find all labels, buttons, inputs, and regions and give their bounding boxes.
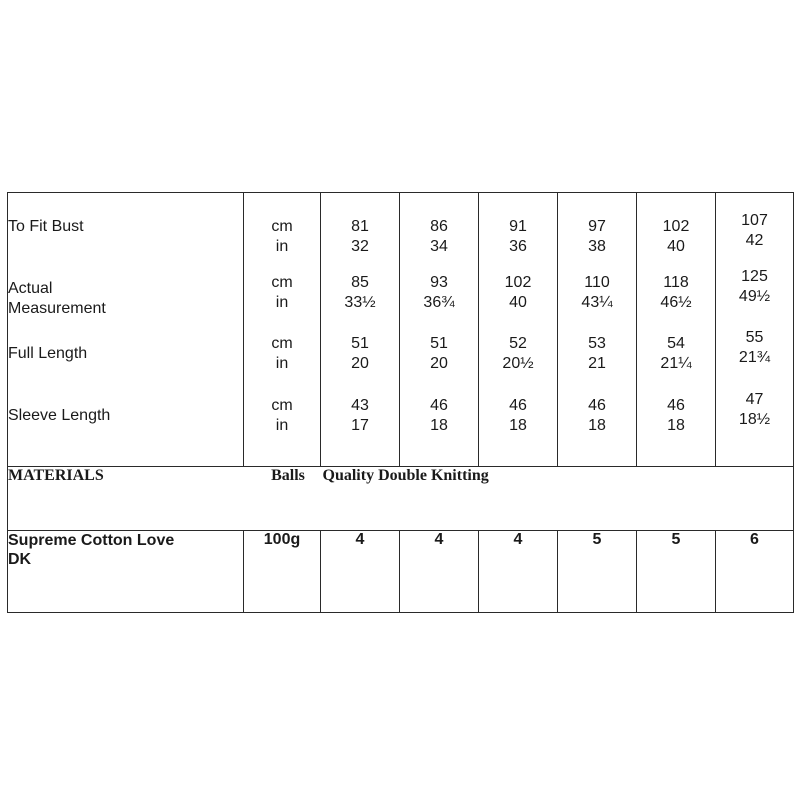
size-value-cell [321,193,400,258]
value-in: 36¾ [423,294,455,311]
measurement-row [8,257,794,319]
value-in: 36 [509,238,527,255]
value-in: 21 [588,355,606,372]
unit-label: in [275,417,289,434]
value-in: 20½ [502,355,534,372]
yarn-weight: 100g [244,530,321,612]
measurement-row [8,193,794,258]
measurement-label-line: Sleeve Length [8,407,111,424]
materials-title: MATERIALS [8,466,244,530]
size-value-cell [637,257,716,319]
ball-count: 5 [558,530,637,612]
ball-count: 4 [321,530,400,612]
value-cm: 47 [745,391,764,408]
value-cm: 107 [741,212,768,229]
size-value-cell [558,379,637,466]
value-cm: 51 [430,335,448,352]
size-value-cell [400,257,479,319]
yarn-row [8,530,794,612]
ball-count: 4 [400,530,479,612]
value-in: 40 [667,238,685,255]
value-cm: 91 [509,218,527,235]
unit-cell [244,379,321,466]
value-in: 18 [430,417,448,434]
yarn-name [8,530,244,612]
size-value-cell [321,319,400,379]
measurement-label-line: To Fit Bust [8,218,84,235]
unit-label: in [275,294,289,311]
value-in: 33½ [344,294,376,311]
size-value-cell [558,257,637,319]
unit-label: cm [271,397,293,414]
unit-cell [244,257,321,319]
ball-count: 4 [479,530,558,612]
value-cm: 51 [351,335,369,352]
measurement-label [8,193,244,258]
value-in: 38 [588,238,606,255]
size-value-cell [716,257,794,319]
measurement-label [8,379,244,466]
size-value-cell [479,257,558,319]
unit-cell [244,319,321,379]
value-cm: 46 [667,397,685,414]
size-value-cell [400,379,479,466]
unit-label: cm [271,218,293,235]
value-cm: 54 [667,335,685,352]
value-in: 40 [509,294,527,311]
value-in: 46½ [660,294,692,311]
yarn-name-line: DK [8,550,32,568]
value-in: 20 [351,355,369,372]
value-cm: 52 [509,335,527,352]
value-cm: 53 [588,335,606,352]
value-cm: 46 [509,397,527,414]
size-value-cell [558,319,637,379]
measurement-label-line: Measurement [8,300,106,317]
value-in: 18½ [738,411,771,428]
value-cm: 86 [430,218,448,235]
value-cm: 93 [430,274,448,291]
size-value-cell [716,319,794,379]
measurement-label [8,319,244,379]
size-value-cell [400,193,479,258]
size-value-cell [479,379,558,466]
size-value-cell [716,193,794,258]
value-in: 43¼ [581,294,613,311]
value-cm: 118 [663,274,689,291]
value-in: 21¾ [738,349,771,366]
value-cm: 102 [504,274,532,291]
value-in: 49½ [738,288,771,305]
size-value-cell [400,319,479,379]
size-value-cell [321,379,400,466]
size-table [7,192,794,613]
unit-label: cm [271,335,293,352]
value-cm: 110 [584,274,610,291]
balls-label: Balls [244,466,321,530]
size-value-cell [321,257,400,319]
value-in: 18 [509,417,527,434]
value-cm: 102 [662,218,690,235]
measurement-label-line: Actual [8,280,53,297]
value-in: 17 [351,417,369,434]
value-cm: 85 [351,274,369,291]
unit-label: in [275,238,289,255]
measurement-row [8,379,794,466]
value-cm: 43 [351,397,369,414]
value-cm: 81 [351,218,369,235]
size-value-cell [479,319,558,379]
size-value-cell [479,193,558,258]
measurement-label-line: Full Length [8,345,88,362]
value-in: 18 [667,417,685,434]
value-cm: 46 [430,397,448,414]
value-cm: 125 [741,268,768,285]
size-value-cell [716,379,794,466]
value-in: 42 [745,232,764,249]
unit-cell [244,193,321,258]
value-cm: 55 [745,329,764,346]
value-cm: 97 [588,218,606,235]
ball-count: 5 [637,530,716,612]
quality-label: Quality Double Knitting [321,466,794,530]
value-in: 32 [351,238,369,255]
measurement-label [8,257,244,319]
value-cm: 46 [588,397,606,414]
size-value-cell [637,193,716,258]
materials-header-row [8,466,794,530]
value-in: 21¼ [660,355,692,372]
unit-label: cm [271,274,293,291]
measurement-row [8,319,794,379]
size-value-cell [637,379,716,466]
yarn-name-line: Supreme Cotton Love [8,531,175,549]
value-in: 18 [588,417,606,434]
size-value-cell [558,193,637,258]
unit-label: in [275,355,289,372]
size-value-cell [637,319,716,379]
value-in: 34 [430,238,448,255]
value-in: 20 [430,355,448,372]
ball-count: 6 [716,530,794,612]
